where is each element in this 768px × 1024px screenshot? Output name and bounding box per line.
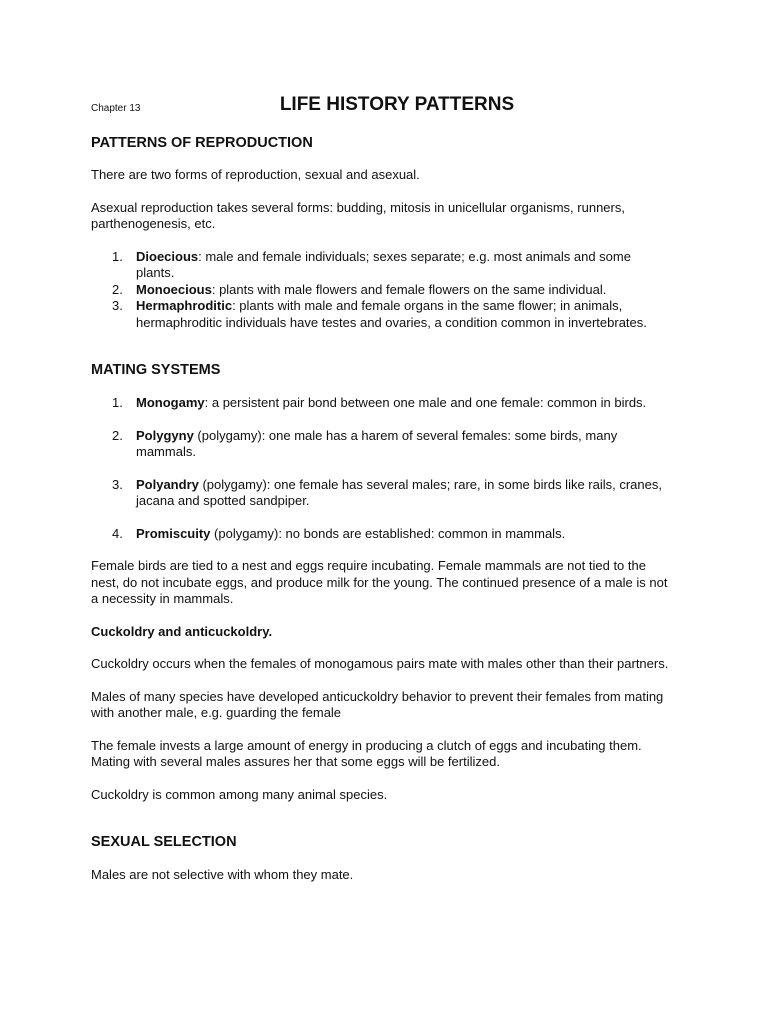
list-number: 2. bbox=[112, 427, 123, 443]
list-text: : a persistent pair bond between one male and one female: common in birds. bbox=[204, 395, 647, 410]
list-number: 2. bbox=[112, 281, 123, 297]
paragraph: Males of many species have developed anticuckoldry behavior to prevent their females from mating with another male, e.g. guarding the female bbox=[91, 688, 664, 720]
reproduction-list bbox=[91, 249, 671, 332]
paragraph: Males are not selective with whom they mate. bbox=[91, 867, 354, 882]
document-body bbox=[91, 134, 671, 884]
paragraph: Cuckoldry occurs when the females of monogamous pairs mate with males other than their partners. bbox=[91, 656, 669, 671]
list-number: 1. bbox=[112, 395, 123, 410]
list-text: (polygamy): one male has a harem of several females: some birds, many mammals. bbox=[136, 427, 618, 459]
section-heading-mating: MATING SYSTEMS bbox=[91, 362, 221, 378]
list-term: Polyandry bbox=[136, 476, 199, 492]
list-term: Dioecious bbox=[136, 248, 199, 264]
list-item bbox=[91, 282, 671, 299]
list-number: 1. bbox=[112, 248, 123, 264]
list-item bbox=[91, 249, 671, 282]
paragraph: The female invests a large amount of energy in producing a clutch of eggs and incubating them. Mating with several males assures her that some eggs will be fertilized. bbox=[91, 737, 642, 769]
subheading-cuckoldry: Cuckoldry and anticuckoldry. bbox=[91, 623, 273, 639]
section-heading-selection: SEXUAL SELECTION bbox=[91, 834, 237, 850]
paragraph: Cuckoldry is common among many animal species. bbox=[91, 786, 388, 802]
list-item bbox=[91, 395, 671, 412]
list-number: 3. bbox=[112, 298, 123, 313]
list-number: 3. bbox=[112, 476, 123, 492]
list-text: (polygamy): no bonds are established: common in mammals. bbox=[210, 525, 566, 541]
list-item bbox=[91, 428, 671, 461]
paragraph: Female birds are tied to a nest and eggs require incubating. Female mammals are not tied to the nest, do not incubate eggs, and produce milk for the young. The continued presence of a male is not a necessity in mammals. bbox=[91, 558, 668, 606]
section-heading-reproduction: PATTERNS OF REPRODUCTION bbox=[91, 135, 313, 151]
list-text: : plants with male and female organs in the same flower; in animals, hermaphroditic individuals have testes and ovaries, a condition common in invertebrates. bbox=[136, 298, 647, 330]
list-term: Polygyny bbox=[136, 427, 194, 443]
list-text: (polygamy): one female has several males; rare, in some birds like rails, cranes, jacana and spotted sandpiper. bbox=[136, 476, 662, 508]
list-item bbox=[91, 477, 671, 510]
mating-list bbox=[91, 395, 671, 542]
list-term: Hermaphroditic bbox=[136, 298, 233, 313]
paragraph: Asexual reproduction takes several forms: budding, mitosis in unicellular organisms, runners, parthenogenesis, etc. bbox=[91, 199, 625, 231]
list-number: 4. bbox=[112, 525, 123, 541]
page-title: LIFE HISTORY PATTERNS bbox=[279, 94, 515, 115]
list-item bbox=[91, 298, 671, 331]
list-text: : male and female individuals; sexes separate; e.g. most animals and some plants. bbox=[136, 248, 631, 280]
list-text: : plants with male flowers and female flowers on the same individual. bbox=[211, 281, 607, 297]
list-term: Monogamy bbox=[136, 395, 205, 410]
list-term: Monoecious bbox=[136, 281, 212, 297]
list-term: Promiscuity bbox=[136, 525, 211, 541]
chapter-label: Chapter 13 bbox=[91, 103, 141, 114]
paragraph: There are two forms of reproduction, sexual and asexual. bbox=[91, 167, 420, 182]
list-item bbox=[91, 526, 671, 543]
